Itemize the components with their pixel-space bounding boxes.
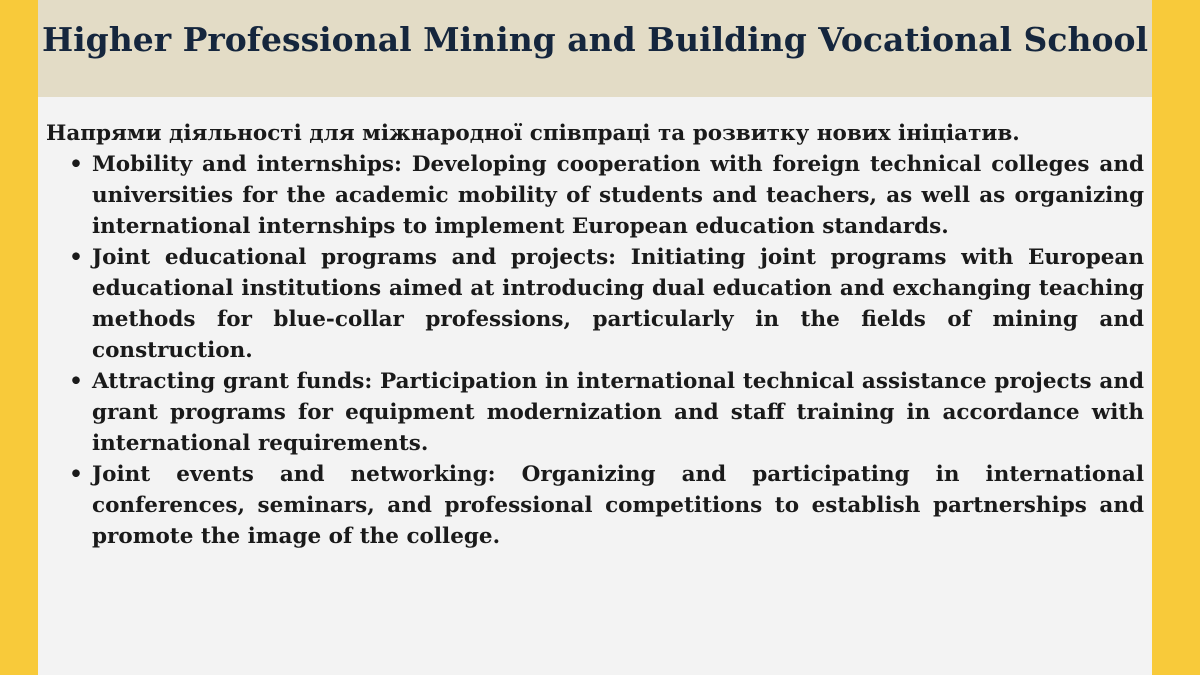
bullet-dot-icon: • — [69, 369, 83, 394]
bullet-item — [46, 242, 1144, 366]
bullet-dot-icon: • — [69, 245, 83, 270]
slide-title: Higher Professional Mining and Building Vocational School — [41, 20, 1149, 59]
bullet-dot-icon: • — [69, 152, 83, 177]
bullet-text: Joint educational programs and projects: Initiating joint programs with European educational institutions aimed at introducing dual education and exchanging teaching methods for blue-collar professions, particularly in the fields of mining and construction. — [92, 245, 1144, 363]
bullet-item — [46, 459, 1144, 552]
bullet-text: Attracting grant funds: Participation in international technical assistance projects and grant programs for equipment modernization and staff training in accordance with international requirements. — [92, 369, 1144, 456]
slide — [38, 0, 1152, 675]
bullet-item — [46, 149, 1144, 242]
intro-heading: Напрями діяльності для міжнародної співпраці та розвитку нових ініціатив. — [46, 121, 1020, 146]
bullet-list — [46, 149, 1144, 552]
title-banner — [38, 0, 1152, 97]
bullet-dot-icon: • — [69, 462, 83, 487]
bullet-text: Mobility and internships: Developing cooperation with foreign technical colleges and universities for the academic mobility of students and teachers, as well as organizing international internships to implement European education standards. — [92, 152, 1144, 239]
bullet-text: Joint events and networking: Organizing and participating in international conferences, seminars, and professional competitions to establish partnerships and promote the image of the college. — [92, 462, 1144, 549]
bullet-item — [46, 366, 1144, 459]
slide-body — [46, 118, 1144, 552]
